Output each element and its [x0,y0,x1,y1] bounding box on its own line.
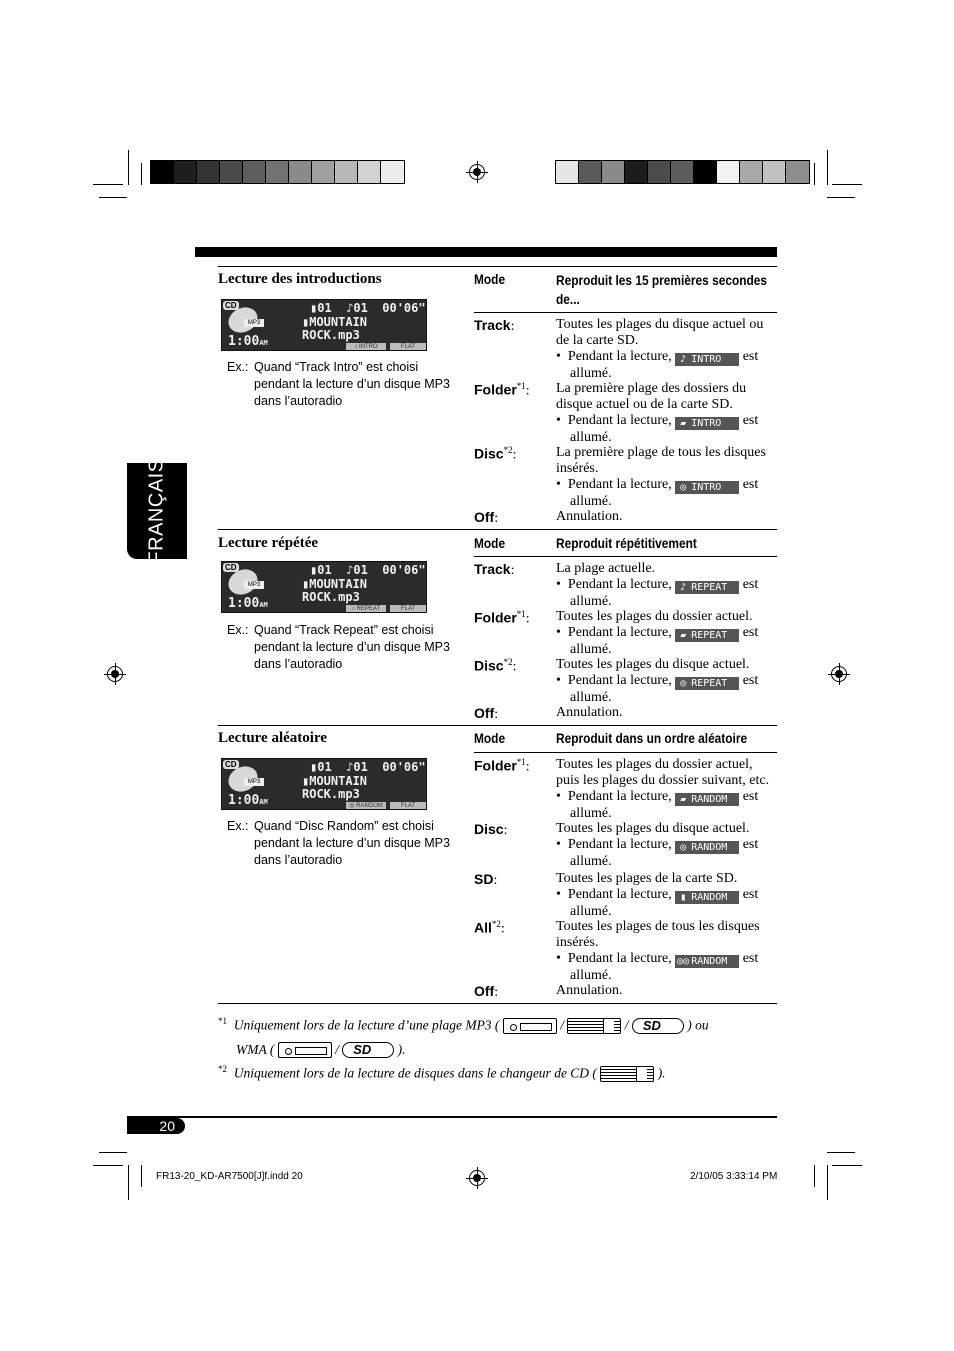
color-swatch [694,161,717,183]
cd-changer-icon [567,1018,621,1034]
mode-key: Disc$^{*2}$: [474,445,517,463]
mode-header: Reproduit répétitivement [556,535,697,551]
lcd-clock: 1:00AM [228,596,268,611]
lcd-cd-badge: CD [225,563,237,572]
mode-indicator: ▰ INTRO [675,417,739,430]
disc-icon: ◎ [680,482,687,493]
lcd-flat-chip: FLAT [390,605,426,613]
mode-indicator: ♪ REPEAT [675,581,739,594]
footnote-2: $^{*2}$ Uniquement lors de la lecture de disques dans le changeur de CD ( ). [218,1064,666,1081]
mode-indicator: ▮ RANDOM [675,891,739,904]
crop-mark [814,163,815,185]
mode-desc: La première plage des dossiers du disque actuel ou de la carte SD. • Pendant la lecture, ▰ INTRO est allumé. [556,381,759,445]
lcd-flat-chip: FLAT [390,802,426,810]
sd-logo-icon: SD [632,1018,684,1034]
crop-mark [827,197,855,198]
color-swatch [220,161,243,183]
color-swatch [786,161,809,183]
lcd-line2: ▮MOUNTAIN [302,774,368,788]
registration-mark-left [107,666,123,682]
lcd-line1: ▮01 ♪01 00'06" [310,760,426,774]
crop-mark [827,1152,855,1153]
cd-changer-icon [600,1066,654,1082]
lcd-clock: 1:00AM [228,793,268,808]
lcd-mode-chip: ◎ RANDOM [346,802,386,810]
mode-key: Folder$^{*1}$: [474,381,530,399]
lcd-flat-chip: FLAT [390,343,426,351]
folder-icon: ▰ [680,630,687,641]
crop-mark [814,1165,815,1187]
mode-key: All$^{*2}$: [474,919,505,937]
crop-mark [128,1165,129,1200]
mode-header-rule [474,556,777,557]
mode-desc: Toutes les plages du dossier actuel, puis les plages du dossier suivant, etc. • Pendant la lecture, ▰ RANDOM est allumé. [556,757,770,821]
registration-mark-top [469,164,485,180]
lcd-line2: ▮MOUNTAIN [302,577,368,591]
crop-mark [99,1152,127,1153]
mode-label: Mode [474,535,506,551]
mode-header-rule [474,312,777,313]
mode-desc: Toutes les plages du disque actuel. • Pendant la lecture, ◎ REPEAT est allumé. [556,657,759,705]
section-rule [218,529,777,530]
top-rule-bar [195,247,777,257]
registration-mark-right [831,666,847,682]
mode-indicator: ◎◎ RANDOM [675,955,739,968]
language-tab-label: FRANÇAIS [145,458,168,564]
mode-key: Off: [474,983,499,1000]
mode-indicator: ◎ INTRO [675,481,739,494]
lcd-cd-badge: CD [225,760,237,769]
color-swatch [671,161,694,183]
slug-file: FR13-20_KD-AR7500[J]f.indd 20 [156,1171,303,1182]
mode-key: Disc$^{*2}$: [474,657,517,675]
crop-mark [128,150,129,185]
mode-key: Track: [474,317,515,334]
mode-indicator: ♪ INTRO [675,353,739,366]
mode-desc: La première plage de tous les disques insérés. • Pendant la lecture, ◎ INTRO est allumé. [556,445,766,509]
color-swatch [174,161,197,183]
section-rule [218,725,777,726]
mode-desc: Toutes les plages du disque actuel ou de la carte SD. • Pendant la lecture, ♪ INTRO est allumé. [556,317,764,381]
lcd-line3: ROCK.mp3 [302,328,360,342]
caption-ex: Ex.: [227,360,249,374]
mode-indicator: ▰ REPEAT [675,629,739,642]
sd-logo-icon: SD [342,1042,394,1058]
color-swatch [648,161,671,183]
color-swatch [197,161,220,183]
color-swatch [358,161,381,183]
section-title: Lecture répétée [218,535,319,551]
color-swatch [335,161,358,183]
crop-mark [827,1165,828,1200]
sd-card-icon: ▮ [680,892,687,903]
color-bar-right [555,160,810,184]
section-title: Lecture des introductions [218,271,382,287]
mode-key: Folder$^{*1}$: [474,609,530,627]
mode-desc: Toutes les plages de la carte SD. • Pendant la lecture, ▮ RANDOM est allumé. [556,871,759,919]
multi-disc-icon: ◎◎ [677,956,690,967]
color-swatch [312,161,335,183]
section-rule [218,266,777,267]
lcd-line3: ROCK.mp3 [302,590,360,604]
color-swatch [289,161,312,183]
disc-icon: ◎ [680,678,687,689]
footnote-1: $^{*1}$ Uniquement lors de la lecture d’une plage MP3 ( / / SD ) ou WMA ( / SD ). [218,1016,709,1058]
mode-desc: La plage actuelle. • Pendant la lecture, ♪ REPEAT est allumé. [556,561,759,609]
folder-icon: ▰ [680,418,687,429]
crop-mark [832,184,862,185]
crop-mark [141,1165,142,1187]
mode-label: Mode [474,271,506,287]
mode-header: Reproduit dans un ordre aléatoire [556,730,748,746]
mode-key: Off: [474,509,499,526]
caption-text: Quand “Track Repeat” est choisi pendant la lecture d’un disque MP3 dans l’autoradio [254,623,450,671]
mode-header-rule [474,752,777,753]
registration-mark-bottom [469,1170,485,1186]
lcd-display [221,561,427,613]
caption [227,622,463,673]
lcd-cd-badge: CD [225,301,237,310]
folder-icon: ▰ [680,794,687,805]
crop-mark [141,163,142,185]
caption-text: Quand “Track Intro” est choisi pendant la lecture d’un disque MP3 dans l’autoradio [254,360,450,408]
mode-key: Disc: [474,821,508,838]
mode-header: Reproduit les 15 premières secondes de... [556,272,767,307]
color-swatch [579,161,602,183]
lcd-line3: ROCK.mp3 [302,787,360,801]
footer-rule [127,1116,777,1118]
caption [227,359,463,410]
caption-ex: Ex.: [227,819,249,833]
lcd-format: MP3 [244,778,264,786]
color-swatch [763,161,786,183]
mode-key: Off: [474,705,499,722]
mode-label: Mode [474,730,506,746]
crop-mark [93,1165,123,1166]
color-swatch [740,161,763,183]
color-swatch [556,161,579,183]
crop-mark [99,197,127,198]
crop-mark [832,1165,862,1166]
color-swatch [625,161,648,183]
mode-desc: Annulation. [556,705,623,720]
note-icon: ♪ [680,582,687,593]
crop-mark [93,184,123,185]
lcd-clock: 1:00AM [228,334,268,349]
color-swatch [266,161,289,183]
lcd-line1: ▮01 ♪01 00'06" [310,563,426,577]
lcd-mode-chip: ♪ REPEAT [346,605,386,613]
mode-indicator: ◎ REPEAT [675,677,739,690]
lcd-display [221,758,427,810]
mode-desc: Toutes les plages du dossier actuel. • Pendant la lecture, ▰ REPEAT est allumé. [556,609,759,657]
caption-text: Quand “Disc Random” est choisi pendant la lecture d’un disque MP3 dans l’autoradio [254,819,450,867]
mode-key: Track: [474,561,515,578]
mode-indicator: ◎ RANDOM [675,841,739,854]
color-bar-left [150,160,405,184]
section-title: Lecture aléatoire [218,730,327,746]
color-swatch [717,161,740,183]
page-number: 20 [127,1118,185,1134]
receiver-slot-icon [503,1018,557,1034]
note-icon: ♪ [680,354,687,365]
caption [227,818,463,869]
crop-mark [827,150,828,185]
disc-icon: ◎ [680,842,687,853]
table-bottom-rule [218,1003,777,1004]
mode-key: SD: [474,871,498,888]
mode-indicator: ▰ RANDOM [675,793,739,806]
color-swatch [381,161,404,183]
lcd-line2: ▮MOUNTAIN [302,315,368,329]
caption-ex: Ex.: [227,623,249,637]
mode-key: Folder$^{*1}$: [474,757,530,775]
language-tab [127,458,187,564]
receiver-slot-icon [278,1042,332,1058]
mode-desc: Annulation. [556,983,623,998]
lcd-format: MP3 [244,581,264,589]
lcd-mode-chip: ♪ INTRO [346,343,386,351]
mode-desc: Annulation. [556,509,623,524]
slug-date: 2/10/05 3:33:14 PM [690,1171,778,1182]
lcd-line1: ▮01 ♪01 00'06" [310,301,426,315]
color-swatch [151,161,174,183]
color-swatch [243,161,266,183]
color-swatch [602,161,625,183]
lcd-display [221,299,427,351]
mode-desc: Toutes les plages de tous les disques insérés. • Pendant la lecture, ◎◎ RANDOM est allumé. [556,919,760,983]
mode-desc: Toutes les plages du disque actuel. • Pendant la lecture, ◎ RANDOM est allumé. [556,821,759,869]
lcd-format: MP3 [244,319,264,327]
